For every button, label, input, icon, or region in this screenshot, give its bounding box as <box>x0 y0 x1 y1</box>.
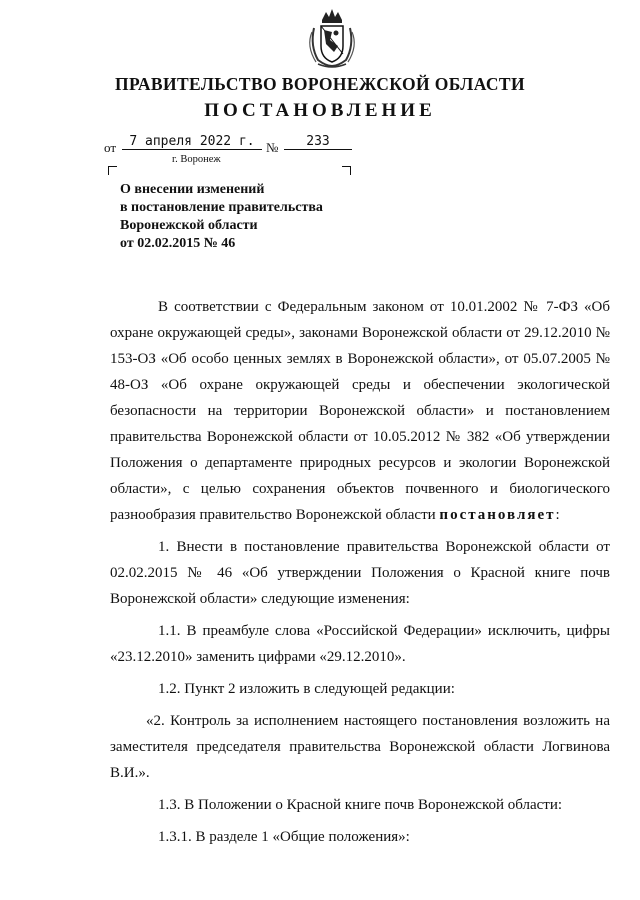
clause-1: 1. Внести в постановление правительства Воронежской области от 02.02.2015 № 46 «Об утверждении Положения о Красной книге почв Воронежской области» следующие изменения: <box>110 539 610 607</box>
document-subject <box>120 181 380 253</box>
clause-2-text: «2. Контроль за исполнением настоящего постановления возложить на заместителя председателя правительства Воронежской области Логвинова В.И.». <box>110 713 610 781</box>
coat-of-arms-emblem <box>300 6 364 70</box>
date-label: от <box>104 140 117 155</box>
number-label: № <box>266 140 279 155</box>
document-number: 233 <box>284 134 352 150</box>
clause-1-1: 1.1. В преамбуле слова «Российской Федерации» исключить, цифры «23.12.2010» заменить цифрами «29.12.2010». <box>110 623 610 665</box>
decree-keyword: постановляет <box>439 507 556 523</box>
document-type-title: ПОСТАНОВЛЕНИЕ <box>204 100 436 121</box>
city-label: г. Воронеж <box>172 154 221 165</box>
preamble-paragraph <box>110 294 610 528</box>
clause-1-3-1: 1.3.1. В разделе 1 «Общие положения»: <box>158 829 410 845</box>
subject-line: в постановление правительства <box>120 200 323 215</box>
document-body <box>110 294 610 850</box>
clause-1-2: 1.2. Пункт 2 изложить в следующей редакции: <box>158 681 455 697</box>
subject-line: Воронежской области <box>120 218 258 233</box>
subject-corner-left <box>108 166 117 175</box>
subject-line: О внесении изменений <box>120 182 265 197</box>
organization-title: ПРАВИТЕЛЬСТВО ВОРОНЕЖСКОЙ ОБЛАСТИ <box>114 74 526 94</box>
subject-line: от 02.02.2015 № 46 <box>120 236 236 251</box>
clause-1-3: 1.3. В Положении о Красной книге почв Воронежской области: <box>158 797 563 813</box>
document-date: 7 апреля 2022 г. <box>122 134 262 150</box>
preamble-colon: : <box>555 507 560 523</box>
subject-corner-right <box>342 166 351 175</box>
preamble-text: В соответствии с Федеральным законом от 10.01.2002 № 7-ФЗ «Об охране окружающей среды», законами Воронежской области от 29.12.2010 № 153-ОЗ «Об особо ценных землях в Воронежской области», от 05.07.2005 № 48-ОЗ «Об охране окружающей среды и обеспечении экологической безопасности на территории Воронежской области» и постановлением правительства Воронежской области от 10.05.2012 № 382 «Об утверждении Положения о департаменте природных ресурсов и экологии Воронежской области», с целью сохранения объектов почвенного и биологического разнообразия правительство Воронежской области <box>110 299 610 523</box>
